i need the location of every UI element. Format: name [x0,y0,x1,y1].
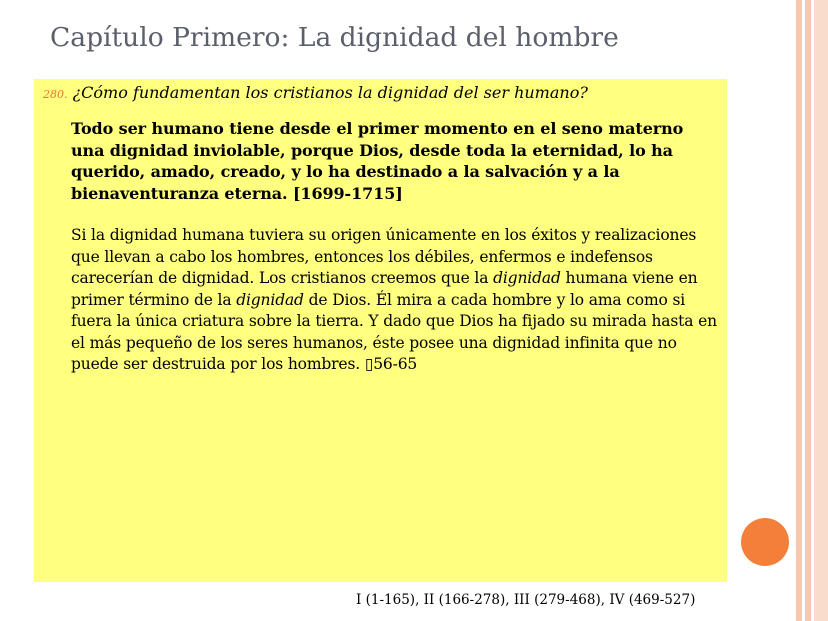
slide-title: Capítulo Primero: La dignidad del hombre [50,22,619,53]
emphasis-dignidad-2: dignidad [236,290,304,309]
question-row [43,83,588,102]
decorative-stripe [814,0,828,621]
decorative-stripe [796,0,802,621]
question-number: 280. [43,88,68,101]
explanation-part-3: de Dios. Él mira a cada hombre y lo ama como si fuera la única criatura sobre la tierra. Y dado que Dios ha fijado su mirada hasta en el más pequeño de los seres humanos, éste posee una dignidad infinita que no puede ser destruida por los hombres. ▯56-65 [71,290,717,373]
explanation-part-1: Si la dignidad humana tuviera su origen únicamente en los éxitos y realizaciones que llevan a cabo los hombres, entonces los débiles, enfermos e indefensos carecerían de dignidad. Los cristianos creemos que la [71,226,697,287]
emphasis-dignidad-1: dignidad [493,269,561,287]
content-card [34,79,727,582]
decorative-stripe [805,0,811,621]
accent-circle [741,518,789,566]
answer-text: Todo ser humano tiene desde el primer momento en el seno materno una dignidad inviolable, porque Dios, desde toda la eternidad, lo ha querido, amado, creado, y lo ha destinado a la salvación y a la bienaventuranza eterna. [1699-1715] [71,119,684,203]
question-text: ¿Cómo fundamentan los cristianos la dignidad del ser humano? [72,83,588,102]
explanation-part-2: humana viene en primer término de la [71,269,698,309]
explanation-text [71,225,721,376]
section-ranges-footer: I (1-165), II (166-278), III (279-468), IV (469-527) [356,592,696,608]
